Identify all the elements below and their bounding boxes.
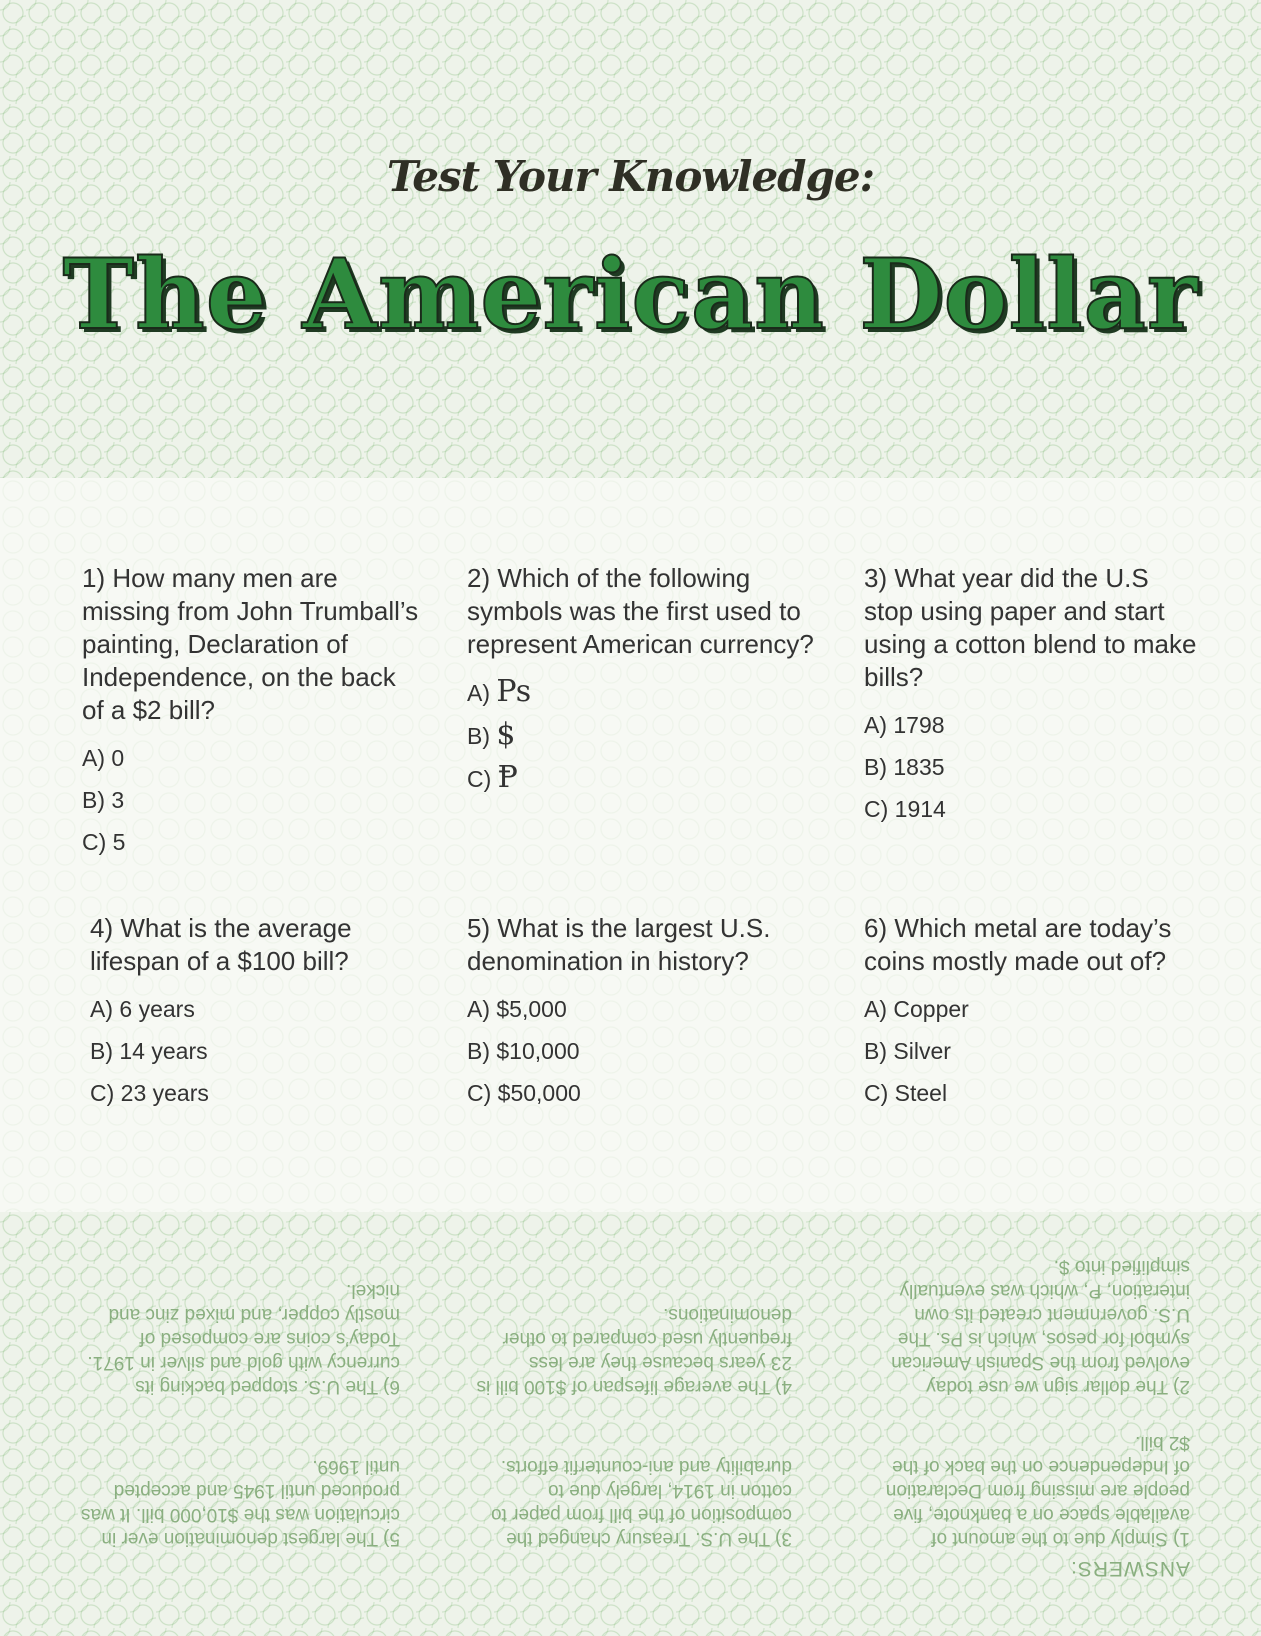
option-a: A) 0	[82, 745, 125, 771]
option-label: B)	[467, 723, 497, 749]
option-b: B) 3	[82, 787, 125, 813]
pesos-symbol: Ps	[496, 674, 532, 709]
answer-1: 1) Simply due to the amount of available space on a banknote, five people are missing from Declaration of Independence on the back of the $2 bill.	[885, 1432, 1190, 1549]
question-text: 5) What is the largest U.S. denomination in history?	[467, 913, 771, 976]
option-c	[467, 757, 817, 800]
dollar-symbol: $	[496, 717, 516, 752]
question-4	[90, 912, 440, 1114]
question-6	[864, 912, 1214, 1114]
question-5	[467, 912, 817, 1114]
option-c: C) 23 years	[90, 1080, 209, 1106]
answer-5: 5) The largest denomination ever in circulation was the $10,000 bill. It was produced until 1945 and accepted until 1969.	[81, 1456, 400, 1549]
option-b: B) $10,000	[467, 1038, 580, 1064]
option-a	[467, 671, 817, 714]
question-text: 1) How many men are missing from John Trumball’s painting, Declaration of Independence, on the back of a $2 bill?	[82, 563, 419, 725]
option-a: A) 1798	[864, 712, 945, 738]
answer-4: 4) The average lifespan of $100 bill is 23 years because they are less frequently used compared to other denominations.	[476, 1304, 792, 1397]
option-c: C) Steel	[864, 1080, 948, 1106]
answers-heading: ANSWERS:	[1069, 1557, 1190, 1580]
question-2	[467, 562, 817, 800]
page-title: The American Dollar	[62, 238, 1199, 351]
option-c: C) 1914	[864, 796, 946, 822]
question-1	[82, 562, 422, 863]
option-b: B) 1835	[864, 754, 945, 780]
answer-2: 2) The dollar sign we use today evolved from the Spanish American symbol for pesos, which is Ps. The U.S. government created its own interation, Ᵽ, which was eventually simplified into $.	[891, 1256, 1190, 1397]
answer-6: 6) The U.S. stopped backing its currency with gold and silver in 1971. Today’s coins are composed of mostly copper, and mixed zinc and nickel.	[87, 1280, 400, 1397]
question-text: 2) Which of the following symbols was the first used to represent American currency?	[467, 563, 814, 659]
question-text: 6) Which metal are today’s coins mostly made out of?	[864, 913, 1172, 976]
page-subtitle: Test Your Knowledge:	[386, 152, 875, 201]
answers-section	[80, 1250, 1190, 1580]
question-text: 4) What is the average lifespan of a $100 bill?	[90, 913, 352, 976]
option-label: C)	[467, 766, 498, 792]
question-text: 3) What year did the U.S stop using paper and start using a cotton blend to make bills?	[864, 563, 1197, 692]
question-3	[864, 562, 1204, 830]
answer-3: 3) The U.S. Treasury changed the composition of the bill from paper to cotton in 1914, largely due to durability and ani-counterfit efforts.	[491, 1456, 792, 1549]
option-a: A) 6 years	[90, 996, 195, 1022]
option-c: C) 5	[82, 829, 126, 855]
option-b: B) Silver	[864, 1038, 951, 1064]
option-a: A) $5,000	[467, 996, 567, 1022]
option-label: A)	[467, 680, 497, 706]
option-c: C) $50,000	[467, 1080, 581, 1106]
option-a: A) Copper	[864, 996, 969, 1022]
option-b: B) 14 years	[90, 1038, 208, 1064]
p-dollar-symbol: Ᵽ	[497, 760, 518, 795]
option-b	[467, 714, 817, 757]
